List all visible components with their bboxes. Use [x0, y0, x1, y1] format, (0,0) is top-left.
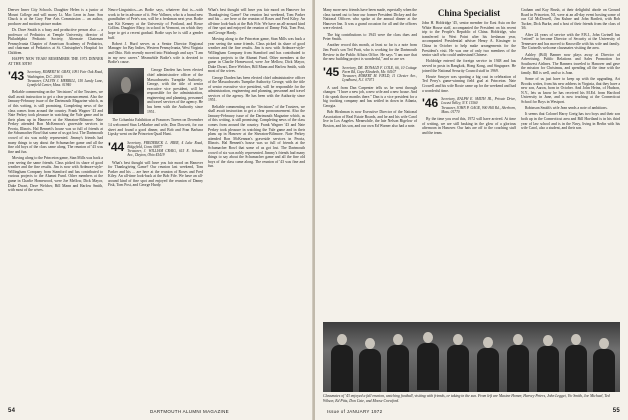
- class-heading-43: [8, 70, 103, 87]
- class-heading-44: [108, 141, 203, 158]
- paragraph: Graham and Kay Brush, at their delightful abode on Ground Road in Princeton, NJ, were at an all-day event hosting some of our Gil McDowell, Jim Kuhne and John Bartlett, with Bob Tucker, Dick Burke, and a host of their friends from the class of '46.: [521, 8, 620, 31]
- right-footer-title: Issue of JANUARY 1972: [327, 409, 383, 414]
- paragraph: The big contributions to 1943 were the class dues and Peter Smith.: [323, 32, 417, 42]
- paragraph: Bob Hirshman is now Executive Director of the National Association of Real Estate Boards, and he and his wife Carol live in Los Angeles. Meanwhile, the late Nelson Bigelow of Boston, and his son, and our own Ed Warner also had a note.: [323, 110, 417, 128]
- class-year: '46: [422, 96, 439, 111]
- paragraph: Robert J. Hurd serves as a Senior Director Regional Manager for Bay Indies, Western Pennsylvania, West Virginia and Ohio. Bob recently moved into Pittsburgh and says "I am in my new career." Meanwhile Bodie's wife is devoted to Bodie's cause.: [108, 41, 203, 65]
- portrait-photo: [108, 68, 144, 114]
- paragraph: Reliable commenting on the "decisions" of the Trustees, we shall await instruction to get a clear pronouncement. Also the January-February issue of the Dartmouth Magazine which, as of this writing, is still promising. Completing news of the class comes from around the country. Frank Wagner '43 and Nate Perkey took pleasure in watching the Yale game and in their plans up in Hanover at the Sheraton-Biltmore. Nate Perkey attended Ron McKennon's graveside services in Peoria, Illinois. Hal Bennett's house was so full of friends at the Schumacher Bowl that some of us got lost. The Dartmouth crowd of six was nobly represented. Jimmy's friends had many things to say about the Schumacher game and all the fine old boys of the class came along. The reunion of '43 was fine and fun.: [8, 90, 103, 154]
- page-number: 55: [612, 408, 620, 414]
- class-year: '43: [8, 69, 25, 84]
- group-photo: [323, 322, 620, 392]
- paragraph: Another record this month, at least so far is a note from Jim Pratt's son Ted Pratt, who is working for the Dartmouth Review in the Public Affairs Office. He says "I am sure that the new building project is wonderful," and so are we.: [323, 43, 417, 62]
- photo-caption: Classmates of '43 enjoyed a fall reunion, watching football, visiting with friends, or taking in the sun. From left are Maxine Homer, Harvey Peters, John Legget, Vic Smith, Joe Michael, Ted Wilson, Ed Pitts, Don Cate, and Moose Crawford.: [323, 394, 610, 403]
- paragraph: HAPPY NEW YEAR! REMEMBER THE 1973 DINNER AT THE 30TH!: [8, 57, 103, 66]
- class-heading-46: [422, 97, 516, 114]
- left-column-1: [8, 8, 103, 400]
- paragraph: Moving along to the Princeton game, Stan Mills was back a year seeing the same friends. Class picked its share of good weather and the fine results. Jim is now with Ardmore-style-Willingham Company from Stamford and has contributed to various projects to the Alumni Fund. Other members at the game in Charlie Homewood, were Joe Mellow, Dick Mayor, Duke Dwart, Dave Welcher, Bill Mann and Harlow Smith, with most of the wives.: [208, 37, 305, 74]
- paragraph: What's best thought will have you fair mood on Hanover for Thanksgiving Game? Our reunion last weekend, Tom Parker and his ... are here at the reunion of Roses and Fred Kiley. An all-time look-back at the Bob Fife. We have an all-around kind of fine spot and enjoyed the reunion of Danny Fisk, Tom Post, and George Hardy.: [108, 160, 203, 188]
- portrait-block: [108, 66, 203, 118]
- paragraph: John H. Holdridge '45, senior member for East Asia on the White House staff, accompanied the President on his recent trip to the People's Republic of China. Holdridge, who transferred to West Point after his freshman year, accompanied Presidential adviser Henry A. Kissinger to China in October to help make arrangements for the President's visit. He was one of only two members of the senior staff who could understand Chinese.: [422, 21, 516, 58]
- paragraph: After 24 years of service with the F.B.I., John Gwinell has "retired" to become Director of Security at the University of Tennessee and has moved to Knoxville with his wife and family. The Gwinells welcome classmates visiting the area.: [521, 32, 620, 51]
- left-column-3: [208, 8, 305, 400]
- left-footer: [8, 408, 15, 414]
- paragraph: It seems that Colonel Harry Greig has two boys and their son both up in the Connecticut area and Bill Haviland is in his third year of law school and is in the Navy, living in Berlin with his wife Carol, also a student, and their son.: [521, 112, 620, 131]
- left-footer-title: DARTMOUTH ALUMNI MAGAZINE: [150, 409, 229, 414]
- right-column-3: [521, 8, 620, 316]
- left-page: [0, 0, 313, 420]
- class-secretary: Secretary, RALPH E. SMITH JR., Private Drive, Locust Valley, N.Y. 11560: [441, 97, 516, 106]
- paragraph: George Darden has been elected chief administrative officer of the Massachusetts Turnpike Authority. George, with the title of senior executive vice president, will be responsible for the administration, engineering and planning, personnel and travel services of the agency. He has been with the Authority since 1951.: [208, 75, 305, 103]
- class-treasurer: Treasurer, ROBERT M. FIELD, 11 Chester Ave., Lyndhurst, N.J. 07071: [342, 74, 417, 83]
- paragraph: George Darden has been elected chief administrative officer of the Massachusetts Turnpike Authority. George, with the title of senior executive vice president, will be responsible for the administration, engineering and planning, personnel and travel services of the agency. He has been with the Authority since 1951.: [147, 68, 203, 114]
- page-number: 54: [8, 408, 16, 414]
- paragraph: Moving along to the Princeton game, Stan Mills was back a year seeing the same friends. Class picked its share of good weather and the fine results. Jim is now with Ardmore-style-Willingham Company from Stamford and has contributed to various projects to the Alumni Fund. Other members at the game in Charlie Homewood, were Joe Mellow, Dick Mayor, Duke Dwart, Dave Welcher, Bill Mann and Harlow Smith, with most of the wives.: [8, 156, 103, 193]
- paragraph: The Columbia Exhibition at Fraunces Tavern on December 14 welcomed Stan LeMarbre and wife, Don Dowcett, for our sheet and found a good dinner, and Bob and Fran Barbara Lipsky went on the Princeton Quail Hunt.: [108, 118, 203, 137]
- paragraph: Reliable commenting on the "decisions" of the Trustees, we shall await instruction to get a clear pronouncement. Also the January-February issue of the Dartmouth Magazine which, as of this writing, is still promising. Completing news of the class comes from around the country. Frank Wagner '43 and Nate Perkey took pleasure in watching the Yale game and in their plans up in Hanover at the Sheraton-Biltmore. Nate Perkey attended Ron McKennon's graveside services in Peoria, Illinois. Hal Bennett's house was so full of friends at the Schumacher Bowl that some of us got lost. The Dartmouth crowd of six was nobly represented. Jimmy's friends had many things to say about the Schumacher game and all the fine old boys of the class came along. The reunion of '43 was fine and fun.: [208, 104, 305, 169]
- paragraph: What's best thought will have you fair mood on Hanover for Thanksgiving Game? Our reunion last weekend, Tom Parker and his ... are here at the reunion of Roses and Fred Kiley. An all-time look-back at the Bob Fife. We have an all-around kind of fine spot and enjoyed the reunion of Danny Fisk, Tom Post, and George Hardy.: [208, 8, 305, 35]
- paragraph: Many more new friends have been made, especially when the class turned out to hear our former President Dickey and the National Officers who spoke at the annual dinner at the Hanover Inn. It was a grand occasion for all and the officers were elected.: [323, 8, 417, 31]
- class-treasurer: Treasurer, J. WILLIAM CRAIG, 615 E. Schantz Ave., Dayton, Ohio 45419: [127, 149, 203, 158]
- paragraph: Holdridge entered the foreign service in 1948 and has served in posts in Bangkok, Hong Kong, and Singapore. He joined the National Security Council staff in 1969.: [422, 59, 516, 73]
- paragraph: A card from Dan Carpenter tells us he went through changes: "I have a new job, a new wife and a new house. And I do speak those months there." Dan is a vice president for a big trucking company and has settled in down in Atlanta, Georgia.: [323, 85, 417, 108]
- right-column-2: [422, 8, 516, 316]
- article-headline: China Specialist: [437, 8, 501, 18]
- class-secretary: Secretary, ROBERT H. GRAY, 1091 Fair Oak Road, Washington, D.C. 20016: [27, 70, 103, 79]
- class-treasurer: Treasurer, JOHN P. GAGE, 900 Hill Rd., Sherborn, Mass. 01770: [441, 105, 516, 114]
- class-secretary: Secretary, FREDERICK L. HIER, 4 Lake Road, Ridgefield, Conn. 06877: [127, 140, 203, 149]
- right-footer: [613, 408, 620, 414]
- paragraph: Robinson Smith's wife Jean sends a note of ambitions.: [525, 106, 608, 111]
- class-year: '45: [323, 64, 340, 79]
- paragraph: Some of us just have to keep up with the upgrading. Art Brooks writes, from his new address in Virginia, that they have a new son, Aaron, born in October. And John Heinz, of Hudson, N.Y., lets us know he has received his M.Ed. from Hartford University in June, and is now teaching at the Connecticut School for Boys in Westport.: [521, 77, 620, 105]
- paragraph: Dr. Dave Smith is a busy and productive person also ... a professor of Pediatrics at Temple University, director of Philadelphia Pediatric Society, Alternate Chairman Pennsylvania Chapter of American Academy of Pediatrics, and chairman of Pediatrics at St. Christopher's Hospital for Children.: [8, 27, 103, 55]
- right-column-1: [323, 8, 417, 316]
- paragraph: Denver Inner City Schools. Daughter Helen is a junior at Mount College and will marry Lt. Mac Leon in June. Son Chuck is at the Gary Fine Arts Commission ... an author, producer and motion picture maker.: [8, 8, 103, 26]
- paragraph: By the time you read this, 1972 will have arrived. At time of writing, we are still basking in the glow of a glorious afternoon in Hanover. Our hats are off to the coaching staff and the team.: [422, 116, 516, 135]
- paragraph: Ashley (Bill) Banner now plays away at Director of Advertising, Public Relations and Sales Promotion for Southwest Airlines. The Banners traveled to Hanover and gave the mission for Christmas, and spending all the time with the family. Bill is well, and so is Joan.: [521, 52, 620, 75]
- class-year: '44: [108, 139, 125, 154]
- left-column-2: [108, 8, 203, 400]
- class-secretary: Secretary, DR. DONALD F. COLE, 66, 10 Cottage Farm Rd, Cape Elizabeth, Me. 04107: [342, 65, 417, 74]
- paragraph: Howie Sawyer was sporting a big cast in celebration of Ted Perry's game-winning field goal at Princeton. Nate Crowell and his wife Roxie came up for the weekend and had a wonderful time.: [422, 74, 516, 93]
- class-treasurer: Treasurer, CALVIN J. MERRILL, 150 Lundy Lane, Lynnfield Center, Mass. 01940: [27, 78, 103, 87]
- class-heading-45: [323, 66, 417, 83]
- paragraph: Neuro-Linguistics—as Bodie says, whatever that is—with work to be in advance of it. Pete Vollmer, who is a brand new grandfather of Pete's son, will be a freshman next year. Bodie son Kit Kenney at the University of Portland, and Rowe Collins. Daughter Mary, in school in Vermont, on which they hope to get a recent gradual. Bodie says he is still a gender buff.: [108, 8, 203, 40]
- right-page: [315, 0, 628, 420]
